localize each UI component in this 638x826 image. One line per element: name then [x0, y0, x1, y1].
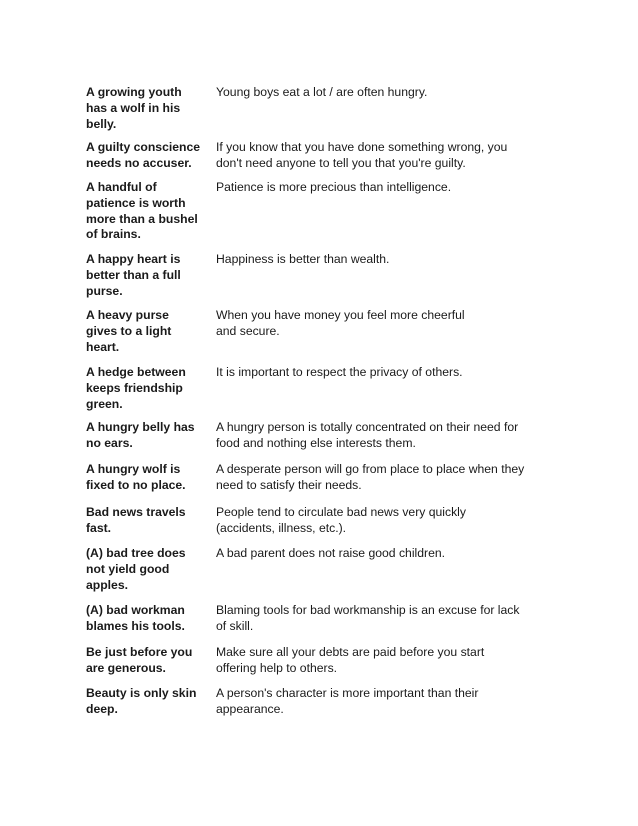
proverb-term: Be just before you are generous.	[86, 645, 193, 675]
proverb-term: (A) bad tree does not yield good apples.	[86, 546, 186, 592]
proverb-term: A hungry belly has no ears.	[86, 420, 195, 450]
proverb-meaning: Blaming tools for bad workmanship is an excuse for lack of skill.	[216, 603, 520, 633]
proverb-term: A happy heart is better than a full purse.	[86, 252, 181, 298]
proverb-term: Beauty is only skin deep.	[86, 686, 197, 716]
proverb-term: (A) bad workman blames his tools.	[86, 603, 185, 633]
proverb-meaning: It is important to respect the privacy of others.	[216, 365, 463, 379]
proverb-meaning: Happiness is better than wealth.	[216, 252, 390, 266]
proverb-term: A hungry wolf is fixed to no place.	[86, 462, 186, 492]
proverb-meaning: A desperate person will go from place to place when they need to satisfy their needs.	[216, 462, 525, 492]
proverb-meaning: If you know that you have done something wrong, you don't need anyone to tell you that you're guilty.	[216, 140, 508, 170]
proverb-meaning: A person's character is more important than their appearance.	[216, 686, 479, 716]
proverb-term: Bad news travels fast.	[86, 505, 186, 535]
proverb-meaning: A hungry person is totally concentrated on their need for food and nothing else interests them.	[216, 420, 519, 450]
proverb-term: A growing youth has a wolf in his belly.	[86, 85, 182, 131]
proverb-term: A heavy purse gives to a light heart.	[86, 308, 172, 354]
proverb-term: A hedge between keeps friendship green.	[86, 365, 186, 411]
proverb-meaning: Make sure all your debts are paid before you start offering help to others.	[216, 645, 485, 675]
proverb-term: A handful of patience is worth more than a bushel of brains.	[86, 180, 198, 242]
proverb-meaning: Patience is more precious than intelligence.	[216, 180, 452, 194]
proverb-term: A guilty conscience needs no accuser.	[86, 140, 201, 170]
proverb-meaning: Young boys eat a lot / are often hungry.	[216, 85, 428, 99]
proverb-meaning: When you have money you feel more cheerful and secure.	[216, 308, 465, 338]
proverb-meaning: A bad parent does not raise good children.	[216, 546, 446, 560]
proverb-meaning: People tend to circulate bad news very quickly (accidents, illness, etc.).	[216, 505, 466, 535]
